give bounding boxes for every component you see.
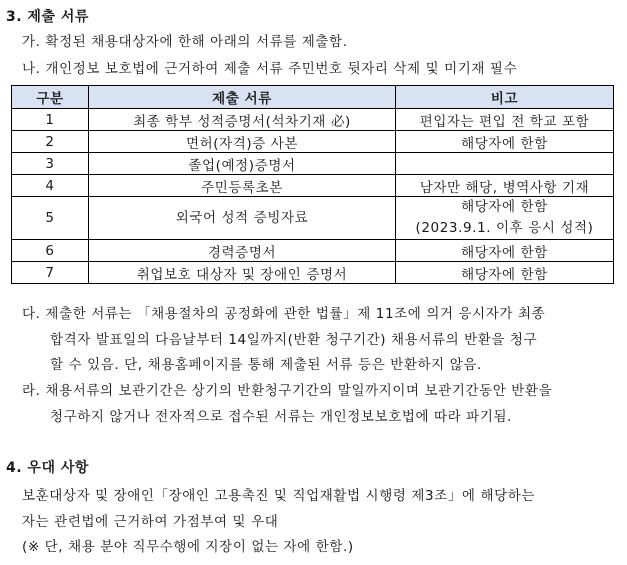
preference-line-2: 자는 관련법에 근거하여 가점부여 및 우대: [22, 514, 279, 530]
table-row: [12, 109, 614, 131]
remark: 해당자에 한함: [396, 262, 614, 284]
document-name: 최종 학부 성적증명서(석차기재 必): [89, 109, 396, 131]
documents-table: [11, 85, 614, 284]
section-4-title: 4. 우대 사항: [6, 460, 89, 476]
document-name: 경력증명서: [89, 240, 396, 262]
table-row: [12, 197, 614, 240]
document-name: 취업보호 대상자 및 장애인 증명서: [89, 262, 396, 284]
remark-line: 해당자에 한함: [461, 199, 548, 215]
table-row: [12, 153, 614, 175]
item-da-line-2: 합격자 발표일의 다음날부터 14일까지(반환 청구기간) 채용서류의 반환을 청구: [50, 332, 538, 348]
document-name: 외국어 성적 증빙자료: [89, 197, 396, 240]
document-name: 주민등록초본: [89, 175, 396, 197]
remark: [396, 197, 614, 240]
item-ra-line-1: 라. 채용서류의 보관기간은 상기의 반환청구기간의 말일까지이며 보관기간동안 반환을: [22, 383, 553, 399]
row-number: 3: [12, 153, 89, 175]
header-documents: 제출 서류: [89, 86, 396, 109]
remark: [396, 153, 614, 175]
document-name: 면허(자격)증 사본: [89, 131, 396, 153]
item-ga: 가. 확정된 채용대상자에 한해 아래의 서류를 제출함.: [22, 34, 348, 50]
row-number: 1: [12, 109, 89, 131]
row-number: 5: [12, 197, 89, 240]
item-da-line-3: 할 수 있음. 단, 채용홈페이지를 통해 제출된 서류 등은 반환하지 않음.: [50, 357, 482, 373]
table-row: [12, 175, 614, 197]
item-na: 나. 개인정보 보호법에 근거하여 제출 서류 주민번호 뒷자리 삭제 및 미기재 필수: [22, 61, 518, 77]
preference-note: (※ 단, 채용 분야 직무수행에 지장이 없는 자에 한함.): [22, 539, 354, 555]
remark: 해당자에 한함: [396, 240, 614, 262]
row-number: 2: [12, 131, 89, 153]
header-category: 구분: [12, 86, 89, 109]
preference-line-1: 보훈대상자 및 장애인「장애인 고용촉진 및 직업재활법 시행령 제3조」에 해당하는: [22, 488, 536, 504]
header-remarks: 비고: [396, 86, 614, 109]
remark: 남자만 해당, 병역사항 기재: [396, 175, 614, 197]
remark: 해당자에 한함: [396, 131, 614, 153]
item-da-line-1: 다. 제출한 서류는 「채용절차의 공정화에 관한 법률」제 11조에 의거 응시자가 최종: [22, 306, 546, 322]
table-row: [12, 131, 614, 153]
row-number: 4: [12, 175, 89, 197]
table-row: [12, 240, 614, 262]
remark: 편입자는 편입 전 학교 포함: [396, 109, 614, 131]
table-header-row: [12, 86, 614, 109]
remark-line: (2023.9.1. 이후 응시 성적): [415, 220, 594, 236]
section-3-title: 3. 제출 서류: [6, 9, 89, 25]
table-row: [12, 262, 614, 284]
document-name: 졸업(예정)증명서: [89, 153, 396, 175]
item-ra-line-2: 청구하지 않거나 전자적으로 접수된 서류는 개인정보보호법에 따라 파기됨.: [50, 409, 512, 425]
row-number: 7: [12, 262, 89, 284]
row-number: 6: [12, 240, 89, 262]
